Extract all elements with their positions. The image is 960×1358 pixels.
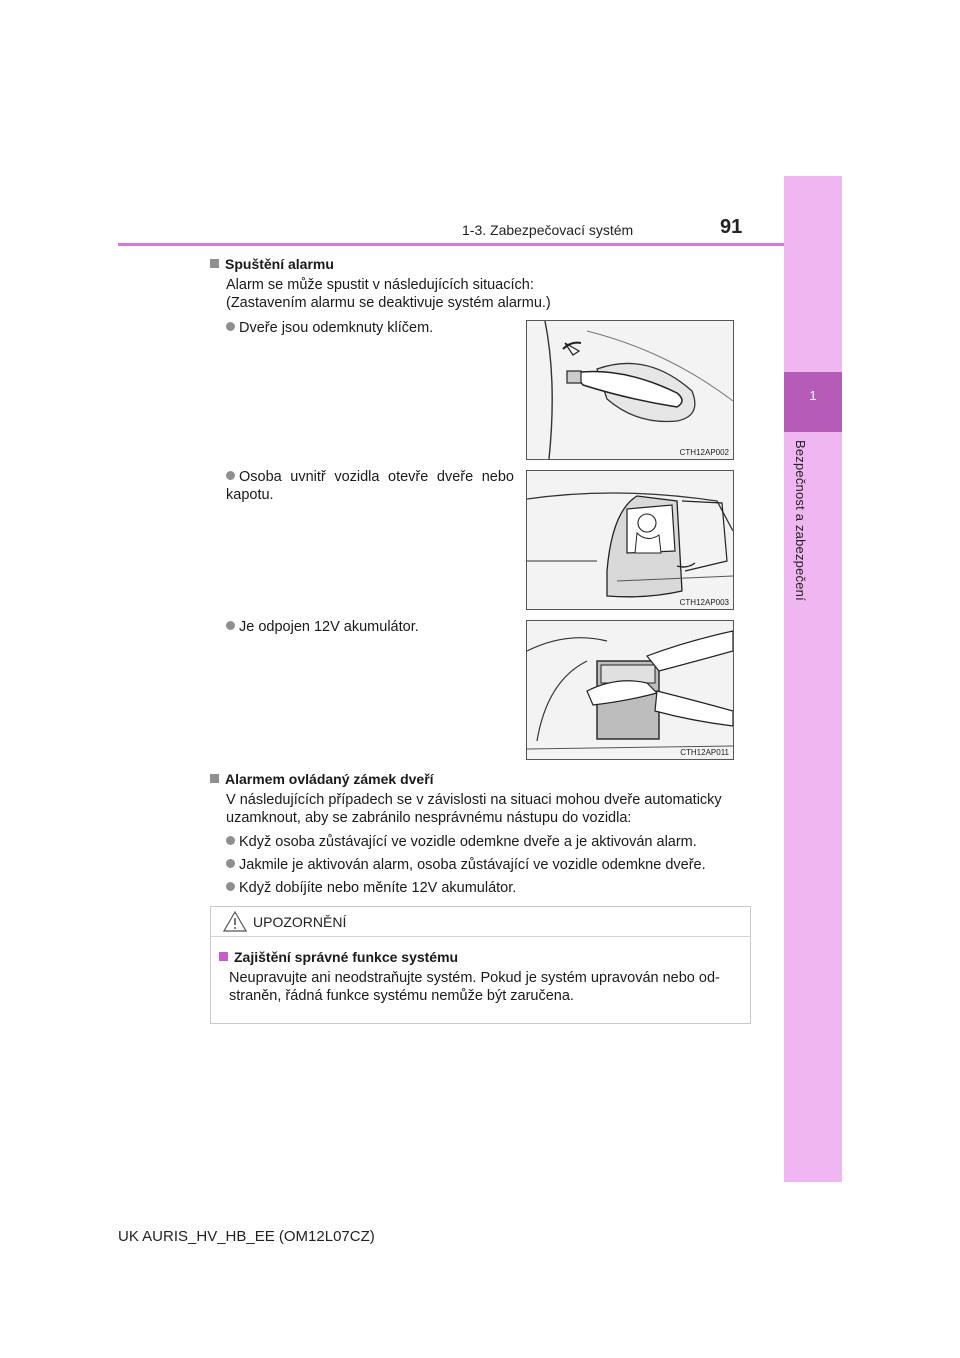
alarm-intro-line1: Alarm se může spustit v následujících situacích:	[226, 277, 534, 293]
figure-code: CTH12AP002	[679, 448, 729, 457]
warning-header	[211, 907, 750, 937]
lock-intro: V následujících případech se v závislosti na situaci mohou dveře automaticky uzamknout, aby se zabránilo nesprávnému nástupu do vozidla:	[226, 792, 722, 826]
alarm-heading	[210, 256, 334, 272]
alarm-item-1-text: Dveře jsou odemknuty klíčem.	[239, 320, 434, 336]
bullet-dot-icon	[226, 859, 235, 868]
header-rule	[118, 243, 784, 246]
lock-item-2-text: Jakmile je aktivován alarm, osoba zůstávající ve vozidle odemkne dveře.	[239, 857, 706, 873]
figure-door-key	[526, 320, 734, 460]
bullet-dot-icon	[226, 471, 235, 480]
alarm-item-2-text: Osoba uvnitř vozidla otevře dveře nebo kapotu.	[226, 469, 514, 503]
lock-item-2	[226, 856, 756, 874]
warning-title: UPOZORNĚNÍ	[253, 914, 347, 930]
bullet-dot-icon	[226, 322, 235, 331]
bullet-dot-icon	[226, 621, 235, 630]
alarm-item-2	[226, 468, 514, 504]
alarm-item-1	[226, 319, 516, 337]
battery-illustration	[527, 621, 733, 759]
car-door-illustration	[527, 471, 733, 609]
door-handle-illustration	[527, 321, 733, 459]
alarm-intro	[226, 276, 746, 312]
lock-item-1	[226, 833, 756, 851]
page-number: 91	[720, 216, 743, 238]
lock-item-1-text: Když osoba zůstávající ve vozidle odemkne dveře a je aktivován alarm.	[239, 834, 697, 850]
chapter-label: Bezpečnost a zabezpečení	[793, 440, 808, 601]
bullet-dot-icon	[226, 836, 235, 845]
figure-code: CTH12AP003	[679, 598, 729, 607]
section-title: 1-3. Zabezpečovací systém	[462, 222, 634, 238]
warning-triangle-icon	[223, 911, 247, 932]
footer-model-code: UK AURIS_HV_HB_EE (OM12L07CZ)	[118, 1228, 375, 1245]
alarm-item-3	[226, 618, 516, 636]
section-square-icon	[210, 774, 219, 783]
warning-box	[210, 906, 751, 1024]
section-square-icon	[210, 259, 219, 268]
lock-heading-text: Alarmem ovládaný zámek dveří	[225, 771, 434, 787]
lock-heading	[210, 771, 434, 787]
figure-person-door	[526, 470, 734, 610]
section-square-icon	[219, 952, 228, 961]
alarm-item-3-text: Je odpojen 12V akumulátor.	[239, 619, 419, 635]
figure-code: CTH12AP011	[680, 748, 729, 757]
alarm-intro-line2: (Zastavením alarmu se deaktivuje systém alarmu.)	[226, 295, 551, 311]
bullet-dot-icon	[226, 882, 235, 891]
lock-item-3-text: Když dobíjíte nebo měníte 12V akumulátor.	[239, 880, 517, 896]
chapter-number: 1	[809, 388, 817, 403]
warning-text: Neupravujte ani neodstraňujte systém. Pokud je systém upravován nebo od-straněn, řádná funkce systému nemůže být zaručena.	[229, 970, 720, 1004]
figure-battery	[526, 620, 734, 760]
warning-subheading-text: Zajištění správné funkce systému	[234, 949, 459, 965]
lock-item-3	[226, 879, 756, 897]
alarm-heading-text: Spuštění alarmu	[225, 256, 334, 272]
warning-subheading	[219, 949, 458, 965]
